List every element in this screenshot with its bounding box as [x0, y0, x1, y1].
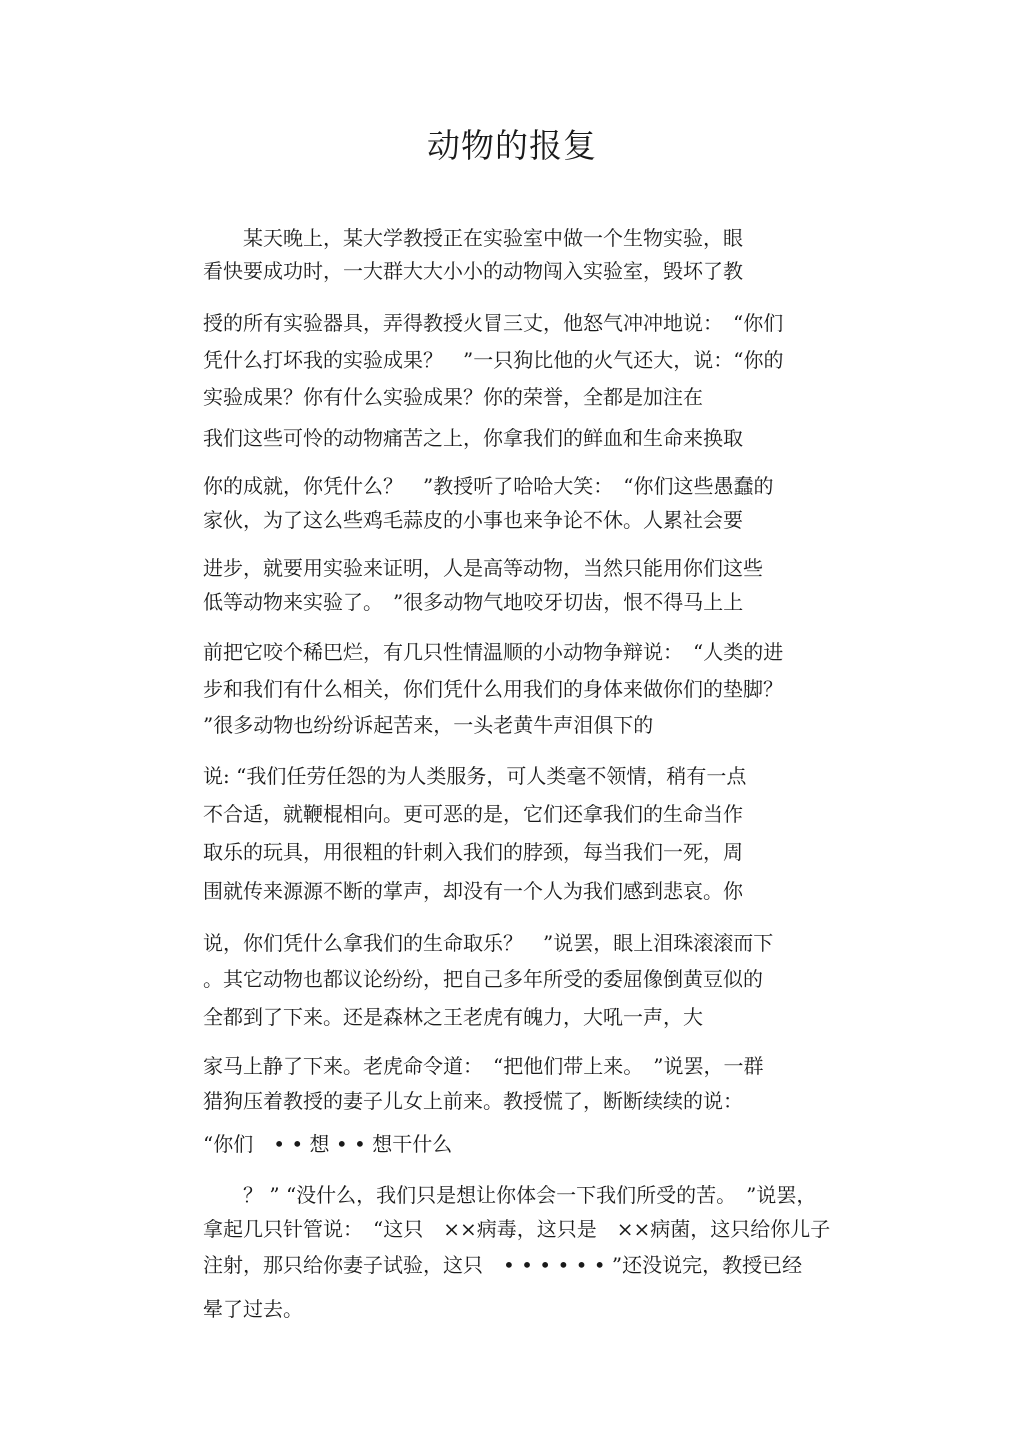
text-line: 某天晚上，某大学教授正在实验室中做一个生物实验，眼: [203, 226, 743, 250]
text-line: 我们这些可怜的动物痛苦之上，你拿我们的鲜血和生命来换取: [203, 426, 743, 450]
text-line: 低等动物来实验了。 ”很多动物气地咬牙切齿，恨不得马上上: [203, 590, 744, 614]
text-line: 家马上静了下来。老虎命令道： “把他们带上来。 ”说罢，一群: [203, 1054, 764, 1078]
text-line: 步和我们有什么相关，你们凭什么用我们的身体来做你们的垫脚？: [203, 677, 783, 701]
text-line: 全都到了下来。还是森林之王老虎有魄力，大吼一声，大: [203, 1005, 703, 1029]
document-title: 动物的报复: [427, 126, 597, 165]
text-line: 进步，就要用实验来证明，人是高等动物，当然只能用你们这些: [203, 556, 763, 580]
text-line: 晕了过去。: [203, 1297, 303, 1321]
text-line: 取乐的玩具，用很粗的针刺入我们的脖颈，每当我们一死，周: [203, 840, 743, 864]
text-line: 。其它动物也都议论纷纷，把自己多年所受的委屈像倒黄豆似的: [203, 967, 763, 991]
text-line: 看快要成功时，一大群大大小小的动物闯入实验室，毁坏了教: [203, 259, 743, 283]
text-line: 注射，那只给你妻子试验，这只 • • • • • • ”还没说完，教授已经: [203, 1253, 803, 1277]
text-line: 前把它咬个稀巴烂，有几只性情温顺的小动物争辩说： “人类的进: [203, 640, 784, 664]
text-line: 你的成就，你凭什么？ ”教授听了哈哈大笑： “你们这些愚蠢的: [203, 474, 774, 498]
text-line: 说，你们凭什么拿我们的生命取乐？ ”说罢，眼上泪珠滚滚而下: [203, 931, 774, 955]
text-line: ？ ” “没什么，我们只是想让你体会一下我们所受的苦。 ”说罢，: [203, 1183, 817, 1207]
text-line: 授的所有实验器具，弄得教授火冒三丈，他怒气冲冲地说： “你们: [203, 311, 784, 335]
text-line: 围就传来源源不断的掌声，却没有一个人为我们感到悲哀。你: [203, 879, 743, 903]
text-line: ”很多动物也纷纷诉起苦来，一头老黄牛声泪俱下的: [203, 713, 654, 737]
text-line: 凭什么打坏我的实验成果？ ”一只狗比他的火气还大，说：“你的: [203, 348, 784, 372]
text-line: 不合适，就鞭棍相向。更可恶的是，它们还拿我们的生命当作: [203, 802, 743, 826]
text-line: 拿起几只针管说： “这只 ××病毒，这只是 ××病菌，这只给你儿子: [203, 1217, 831, 1241]
text-line: 说: “我们任劳任怨的为人类服务，可人类毫不领情，稍有一点: [203, 764, 747, 788]
text-line: 猎狗压着教授的妻子儿女上前来。教授慌了，断断续续的说：: [203, 1089, 743, 1113]
text-line: 家伙，为了这么些鸡毛蒜皮的小事也来争论不休。人累社会要: [203, 508, 743, 532]
text-line: “你们 • • 想 • • 想干什么: [203, 1132, 453, 1156]
text-line: 实验成果？你有什么实验成果？你的荣誉，全都是加注在: [203, 385, 703, 409]
